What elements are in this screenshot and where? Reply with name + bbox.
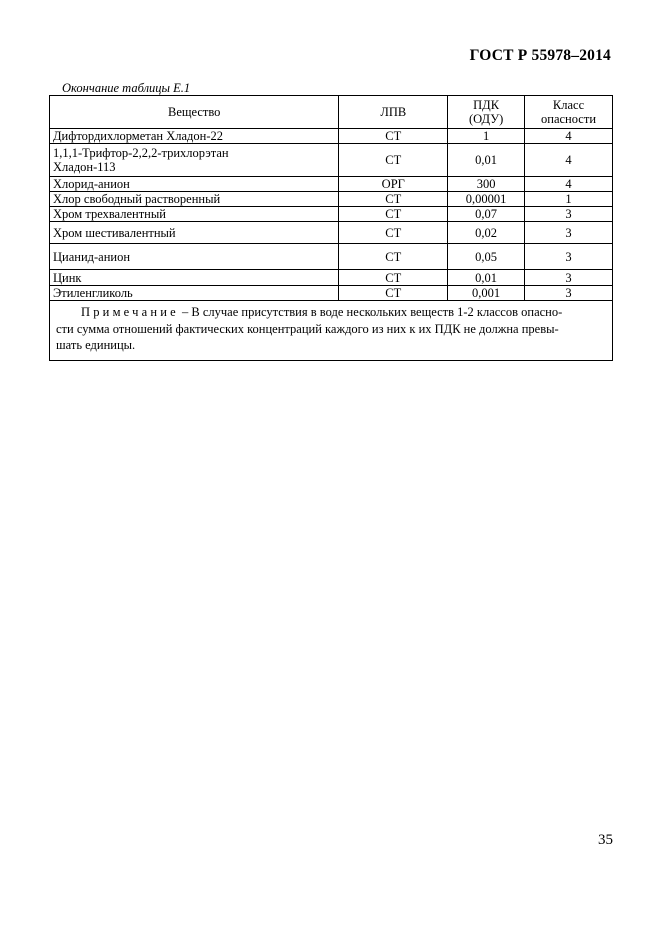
pdk-value: 300 [448,177,525,192]
column-header-pdk [448,96,525,129]
pdk-value: 0,00001 [448,192,525,207]
table-row [50,207,613,222]
table-row [50,244,613,270]
hazard-class-value: 3 [525,222,613,244]
hazard-class-value: 3 [525,286,613,301]
table-row [50,129,613,144]
lpv-value: СТ [339,144,448,177]
table-row [50,192,613,207]
pdk-value: 0,01 [448,144,525,177]
column-header-pdk-line2: (ОДУ) [468,112,504,126]
column-header-substance: Вещество [50,96,339,129]
table-row [50,144,613,177]
substance-name: Хлорид-анион [50,177,339,192]
pdk-value: 0,02 [448,222,525,244]
column-header-hazard-class [525,96,613,129]
table-header-row [50,96,613,129]
pdk-value: 1 [448,129,525,144]
lpv-value: СТ [339,244,448,270]
pdk-value: 0,001 [448,286,525,301]
table-row [50,270,613,286]
substance-name: Цинк [50,270,339,286]
note-text-line2: сти сумма отношений фактических концентраций каждого из них к их ПДК не должна превы- [56,321,559,336]
substances-table [49,95,613,361]
substance-name [50,144,339,177]
pdk-value: 0,05 [448,244,525,270]
substance-name: Дифтордихлорметан Хладон-22 [50,129,339,144]
pdk-value: 0,01 [448,270,525,286]
note-text-line1: – В случае присутствия в воде нескольких веществ 1-2 классов опасно- [182,305,563,319]
lpv-value: СТ [339,129,448,144]
lpv-value: СТ [339,222,448,244]
lpv-value: СТ [339,286,448,301]
hazard-class-value: 4 [525,129,613,144]
hazard-class-value: 3 [525,270,613,286]
note-line1 [56,304,606,321]
page-number: 35 [598,832,613,848]
table-note [50,301,613,361]
document-code: ГОСТ Р 55978–2014 [469,47,611,64]
hazard-class-value: 1 [525,192,613,207]
hazard-class-value: 4 [525,177,613,192]
substance-name: Хром трехвалентный [50,207,339,222]
table-row [50,286,613,301]
column-header-class-line1: Класс [552,98,585,112]
lpv-value: ОРГ [339,177,448,192]
substance-name-line2: Хладон-113 [53,160,116,174]
column-header-pdk-line1: ПДК [473,98,500,112]
lpv-value: СТ [339,207,448,222]
table-row [50,177,613,192]
lpv-value: СТ [339,270,448,286]
column-header-lpv: ЛПВ [339,96,448,129]
hazard-class-value: 4 [525,144,613,177]
table-row [50,222,613,244]
table-caption: Окончание таблицы Е.1 [62,81,191,95]
table-note-row [50,301,613,361]
substance-name: Этиленгликоль [50,286,339,301]
note-label: Примечание [81,305,179,319]
substance-name: Цианид-анион [50,244,339,270]
lpv-value: СТ [339,192,448,207]
substance-name-line1: 1,1,1-Трифтор-2,2,2-трихлорэтан [53,146,229,160]
column-header-class-line2: опасности [541,112,597,126]
substance-name: Хром шестивалентный [50,222,339,244]
pdk-value: 0,07 [448,207,525,222]
hazard-class-value: 3 [525,207,613,222]
hazard-class-value: 3 [525,244,613,270]
note-text-line3: шать единицы. [56,338,136,352]
substance-name: Хлор свободный растворенный [50,192,339,207]
